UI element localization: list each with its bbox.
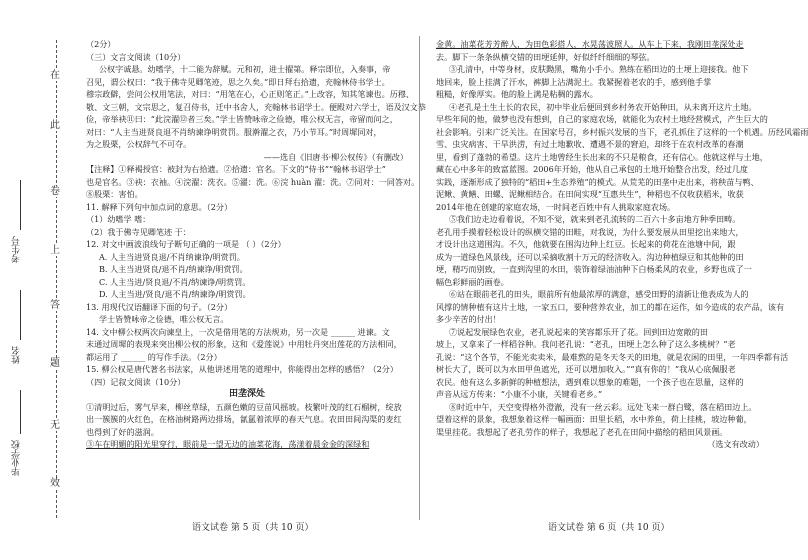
right-text-line: 才设计出这道围沟。不久，他就要在围沟边种上红豆。长起来的荷花在池塘中间，跟	[436, 239, 736, 249]
right-text-line: 实践，逐渐形成了独特的“稻田+生态养殖”的模式。从荒芜的田垄中走出来，将秧苗与鸭、	[436, 176, 759, 187]
binding-char: 在	[50, 70, 60, 81]
left-text-line: （三）文言文阅读（10分）	[86, 51, 186, 62]
right-text-line: （选文有改动）	[707, 439, 764, 449]
left-text-line: （四）记叙文阅读（10分）	[86, 376, 186, 387]
left-text-line: A. 人主当进贤良退/不肖纳谏诤/明赏罚。	[98, 251, 245, 262]
page-footer-left: 语文试卷 第 5 页（共 10 页）	[192, 523, 314, 533]
left-text-line: 俭，帝举袂⑪曰：“此浣濯⑫者三矣。”学士皆赞咏帝之俭德，唯公权无言，帝留而问之，	[86, 114, 398, 124]
binding-char: 卷	[50, 186, 60, 197]
right-text-line: 藏在心中多年的致富蓝图。2006年开始，他从自己承包的土地开始整合出发，经过几度	[436, 164, 748, 174]
left-text-line: 公权字诚悬。幼嗜学，十二能为辞赋。元和初，进士擢第。释宗即位，入奏事，帝	[98, 64, 391, 74]
left-text-line: （2分）	[86, 39, 116, 49]
right-text-line: 农民。他有这么多新鲜的种植想法，遇到难以想象的难题，一个孩子也在思量，这样的	[436, 376, 744, 387]
binding-char: 上	[50, 245, 60, 256]
left-text-line: （1）幼嗜学 嗜：	[86, 214, 151, 224]
right-text-line: 去。脚下一条条纵横交错的田埂延伸，好似纤纤细细的琴弦。	[436, 51, 655, 62]
right-text-line: 幅色彩鲜丽的画卷。	[436, 276, 509, 287]
field-label-school: 毕业学校	[12, 440, 22, 476]
right-text-line: 2014年他在创建的家庭农场，一时间老百姓中有人挑取家庭农场。	[436, 201, 676, 212]
right-text-line: 树长大了，既可以为水田甲鱼遮光，还可以增加收入。”“真有你的！”我从心底佩服老	[436, 364, 736, 374]
page-divider	[419, 36, 420, 520]
right-text-line: 泥鳅、黄鳝、田螺、泥鳅相结合。在田间实现“互惠共生”，种稻也不仅收获稻米，收获	[436, 189, 744, 199]
left-text-line: 都运用了 ______ 的写作手法。（2分）	[86, 351, 222, 362]
right-text-line: 望着这样的景象，我想象着这样一幅画面：田里长稻，水中养鱼，荷上挂桃，坡边种葡，	[436, 414, 752, 424]
exam-number-line[interactable]	[20, 180, 21, 230]
page-footer-right: 语文试卷 第 6 页（共 10 页）	[548, 523, 670, 533]
right-text-line: 风撑的情种植有这片土地，一家五口，要种营养农业，加工的都在运作，如今造成的农产品，该有	[436, 301, 785, 312]
left-text-line: B. 人主当进贤良/退不肖/纳谏诤/明赏罚。	[98, 264, 248, 274]
right-text-line: 坡上，又拿来了一样稻谷种。我问老孔说：“老孔，田埂上怎么种了这么多桃树？”老	[436, 339, 736, 349]
binding-margin	[0, 0, 70, 560]
name-line[interactable]	[20, 290, 21, 340]
binding-char: 题	[50, 358, 60, 369]
left-text-line: 学士皆赞咏帝之俭德，唯公权无言。	[98, 314, 229, 324]
right-text-line: ⑤我们边走边看着说，不知不觉，就来到老孔流转的二百六十多亩地方种季田畴。	[448, 214, 741, 224]
left-text-line: （2）我于佛寺见卿笔迹 于：	[86, 226, 191, 237]
left-text-line: 12. 对文中画波浪线句子断句正确的一项是 （ ）（2分）	[86, 239, 286, 249]
left-text-line: 召见，谓公权曰：“我于佛寺见卿笔迹，思之久矣。”即日拜右拾遗，充翰林侍书学士。	[86, 76, 390, 87]
right-text-line: 渠里挂花。我想起了老孔劳作的样子，我想起了老孔在田间中描绘的稻田风景画。	[436, 426, 728, 437]
right-text-line: 雪、虫灾病害、干旱洪涝，有过土地歉收、遭遇不景的窘迫，却终于在农村改革的春潮	[436, 139, 744, 149]
right-text-line: 埂，精巧而别致，一直到沟里的水田，装饰着绿油油种下白杨柔风的农业，乡野也成了一	[436, 264, 752, 274]
binding-dashed-line	[56, 40, 57, 518]
right-text-line: ④老孔是土生土长的农民，初中毕业后便回到乡村务农开始种田，从未离开这片土地。	[448, 101, 757, 112]
right-text-line: ⑧时近中午，天空变得格外澄澈，没有一丝云彩。远处飞来一群白鹭，落在稻田边上。	[448, 401, 757, 412]
left-text-line: ——选自《旧唐书·柳公权传》（有删改）	[263, 151, 408, 162]
binding-char: 效	[50, 478, 60, 489]
binding-char: 无	[50, 420, 60, 431]
left-text-line: D. 人主当进/贤良/退不肖/纳谏诤/明赏罚。	[98, 289, 251, 299]
right-text-line: 老孔用手摸着轻松设计的纵横交错的田畦，对我说，为什么要发展从田里挖出来地大，	[436, 226, 744, 237]
right-text-line: 粗糙，好像厚实。他的脸上满是粘稠的露水。	[436, 89, 598, 99]
right-text-line: 里，看到了蓬勃的希望。这片土地曾经生长出来的不只是粮食，还有信心。他就这样与土地，	[436, 151, 768, 162]
left-text-line: 对曰：“人主当进贤良退不肖纳谏诤明赏罚。服澣濯之衣，乃小节耳。”时周墀同对，	[86, 126, 382, 137]
binding-char: 答	[50, 300, 60, 311]
left-text-line: 田垄深处	[228, 389, 265, 399]
left-text-line: ①清明过后，雾气早来，柳丝草绿，五颜色嫩的豆苗风摇坡。枝繁叶茂的红石榴树，绽放	[86, 401, 402, 412]
field-label-exam-number: 考生号	[12, 236, 22, 263]
left-text-line: 出一簇簇的火红色，在格油树路两边排场，氤氲着浓厚的春天气息。农田田间沟渠的麦红	[86, 414, 402, 424]
left-text-line: 也是官名。③袂：衣袖。④浣濯：洗衣。⑤濯：洗。⑥浣 huàn 濯：洗。⑦同对：一同答对。	[86, 176, 420, 187]
right-text-line: 声音从远方传来：“小康不小康，关键看老乡。”	[436, 389, 603, 399]
left-text-line: 11. 解释下列句中加点词的意思。（2分）	[86, 201, 233, 212]
left-text-line: C. 人主当进/贤良退/不肖/纳谏诤/明赏罚。	[98, 276, 251, 287]
right-text-line: 金黄。油菜花芳芳醉人，为田色彩搭人，水晃荡波照人。从车上下来，我刚田垄深处走	[436, 39, 744, 49]
left-text-line: 也得到了好的滋润。	[86, 426, 159, 437]
binding-char: 此	[50, 120, 60, 131]
left-text-line: 敬、文三朝，文宗思之，复召侍书，迁中书舍人，充翰林书诏学士。便殿对六学士，语及汉文恭	[86, 101, 426, 112]
school-line[interactable]	[20, 390, 21, 434]
right-text-line: 成为一道绿色风景线，还可以采摘收割十万元的经济收入。沟边种植绿豆和其他种的田	[436, 251, 744, 262]
right-text-line: ⑥站在眼前老孔的田头，眼前所有他最浓厚的满意，感受田野的清新让他表成为人的	[448, 289, 749, 299]
left-text-line: 穆宗政僻，尝问公权用笔法，对曰：“用笔在心，心正则笔正。”上改容，知其笔谏也。历穆、	[86, 89, 414, 99]
right-text-line: 地回来，脸上挂满了汗水，裤脚上沾满泥土。我紧握着老农的手，感到他手掌	[436, 76, 712, 87]
left-text-line: 为之股栗，公权辞气不可夺。	[86, 139, 192, 149]
left-text-line: 末通过周墀的表现来突出柳公权的形象，这和《爱莲说》中用牡丹突出莲花的方法相同，	[86, 339, 402, 349]
right-text-line: ③孔清中，中等身材，皮肤黝黑，嘴角小手小。熟练在稻田边的土埂上迎接我。他下	[448, 64, 749, 74]
right-text-line: 多少辛苦的付出！	[436, 314, 501, 324]
right-text-line: ⑦说起发展绿色农业，老孔说起来的笑容都乐开了花。回到田边宽敞的田	[448, 326, 708, 337]
left-text-line: 13. 用现代汉语翻译下面的句子。（2分）	[86, 301, 233, 312]
left-text-line: 14. 文中柳公权两次向谏皇上，一次是借用笔的方法规劝，另一次是 ______ 进谏。文	[86, 326, 390, 337]
right-page-content	[436, 38, 808, 451]
right-text-line: 早些年间的他，做梦也没有想到，自己的家庭农场，就能化为农村土地经营模式，产生巨大的	[436, 114, 768, 124]
left-text-line: 【注释】①释褐授官：被封为右拾遗。②拾遗：官名。下文的“侍书”“翰林书诏学士”	[86, 164, 386, 174]
right-text-line: 孔说：“这个各节，不能光卖卖米，最难熬的是冬天冬天的田地，就是农闲的田里，一年四季都有活	[436, 351, 789, 362]
right-text-line: 社会影响。引来广泛关注。在国家号召，乡村振兴发展的当下，老孔抓住了这样的一个机遇。历经风霜雨	[436, 126, 808, 137]
left-text-line: ③车在明媚的阳光里穿行，眼前是一望无边的油菜花海，荡漾着晨金金的深绿和	[86, 439, 370, 449]
left-page-content	[86, 38, 426, 451]
field-label-name: 姓名	[12, 346, 22, 364]
left-text-line: 15. 柳公权是唐代著名书法家，从他讲述用笔的道理中，你能得出怎样的感悟？（2分）	[86, 364, 398, 374]
left-text-line: ⑧股栗：害怕。	[86, 189, 143, 199]
